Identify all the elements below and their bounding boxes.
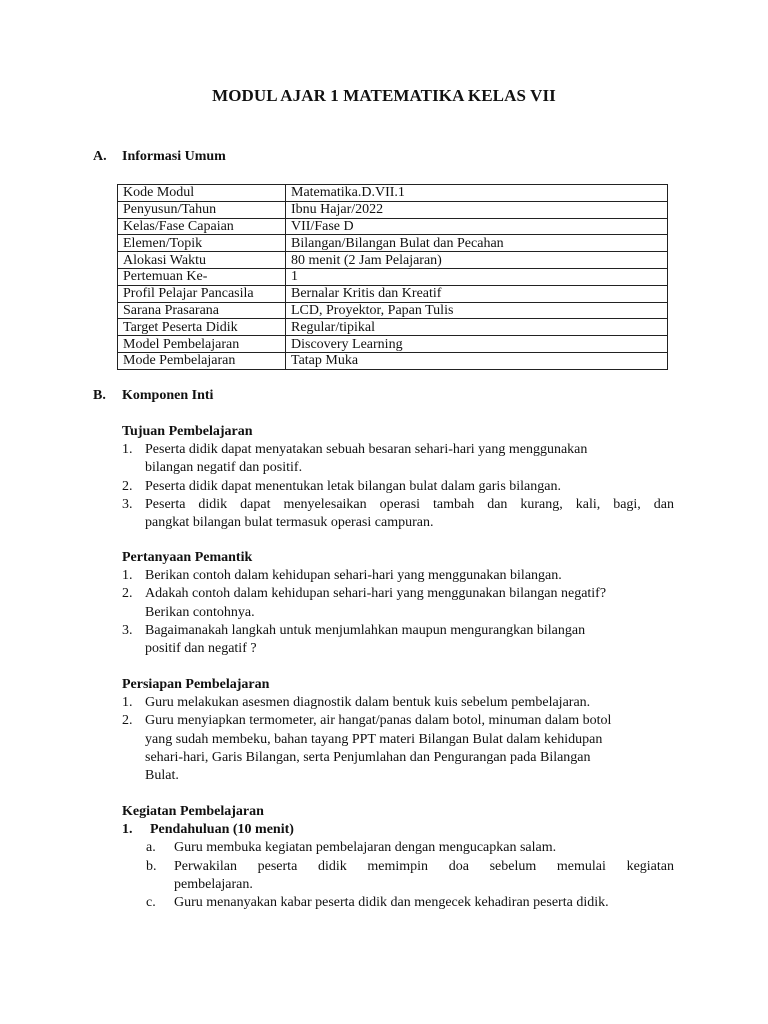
table-cell-key: Alokasi Waktu [118, 252, 286, 269]
list-number: 2. [122, 713, 133, 729]
list-letter: c. [146, 895, 156, 911]
list-letter: a. [146, 840, 156, 856]
phase-number: 1. [122, 822, 133, 838]
table-cell-key: Sarana Prasarana [118, 302, 286, 319]
table-cell-value: VII/Fase D [286, 218, 668, 235]
table-cell-value: 1 [286, 268, 668, 285]
table-row [118, 352, 668, 369]
list-number: 1. [122, 568, 133, 584]
info-table [117, 184, 668, 370]
table-cell-key: Penyusun/Tahun [118, 201, 286, 218]
list-item [122, 622, 674, 658]
list-number: 1. [122, 695, 133, 711]
list-letter: b. [146, 858, 157, 874]
list-text-line: Berikan contoh dalam kehidupan sehari-hari yang menggunakan bilangan. [145, 568, 562, 584]
subheading: Persiapan Pembelajaran [122, 677, 270, 692]
page-title: MODUL AJAR 1 MATEMATIKA KELAS VII [212, 86, 556, 105]
list-item [122, 567, 674, 585]
table-row [118, 285, 668, 302]
section-letter: A. [93, 149, 107, 164]
list-item [122, 712, 674, 785]
list-item [122, 496, 674, 532]
table-cell-value: LCD, Proyektor, Papan Tulis [286, 302, 668, 319]
list-item [122, 441, 674, 477]
table-row [118, 235, 668, 252]
table-cell-key: Model Pembelajaran [118, 336, 286, 353]
pemantik-block [122, 549, 674, 658]
list-item [146, 839, 674, 857]
table-cell-value: Discovery Learning [286, 336, 668, 353]
list-text-line: Berikan contohnya. [145, 604, 255, 620]
section-a-heading [93, 149, 226, 165]
list-text-line: Bagaimanakah langkah untuk menjumlahkan maupun mengurangkan bilangan [145, 622, 586, 638]
list-text-line: Guru membuka kegiatan pembelajaran dengan mengucapkan salam. [174, 840, 557, 856]
list-item [146, 858, 674, 894]
persiapan-block [122, 676, 674, 785]
phase-heading [122, 821, 674, 839]
sub-list [122, 839, 674, 912]
table-cell-key: Kode Modul [118, 185, 286, 202]
list-item [122, 478, 674, 496]
subheading: Pertanyaan Pemantik [122, 550, 253, 565]
list-number: 3. [122, 622, 133, 638]
table-cell-key: Mode Pembelajaran [118, 352, 286, 369]
table-row [118, 319, 668, 336]
subheading: Tujuan Pembelajaran [122, 424, 253, 439]
table-cell-key: Kelas/Fase Capaian [118, 218, 286, 235]
list-item [122, 694, 674, 712]
kegiatan-block [122, 803, 674, 912]
section-title: Komponen Inti [122, 388, 214, 403]
table-cell-value: Regular/tipikal [286, 319, 668, 336]
list-number: 3. [122, 496, 133, 512]
section-letter: B. [93, 388, 106, 403]
list-text-line: Adakah contoh dalam kehidupan sehari-hari yang menggunakan bilangan negatif? [145, 586, 607, 602]
table-cell-value: Bilangan/Bilangan Bulat dan Pecahan [286, 235, 668, 252]
list-text-line: positif dan negatif ? [145, 641, 257, 657]
table-row [118, 201, 668, 218]
list-text-line: Peserta didik dapat menyelesaikan operasi tambah dan kurang, kali, bagi, dan [145, 496, 674, 512]
table-row [118, 252, 668, 269]
list-text-line: bilangan negatif dan positif. [145, 460, 303, 476]
list-text-line: Guru melakukan asesmen diagnostik dalam bentuk kuis sebelum pembelajaran. [145, 695, 591, 711]
tujuan-block [122, 423, 674, 532]
list-text-line: Guru menanyakan kabar peserta didik dan mengecek kehadiran peserta didik. [174, 895, 609, 911]
list-text-line: Peserta didik dapat menyatakan sebuah besaran sehari-hari yang menggunakan [145, 442, 588, 458]
table-cell-value: Bernalar Kritis dan Kreatif [286, 285, 668, 302]
list-number: 2. [122, 478, 133, 494]
list-item [146, 894, 674, 912]
list-text-line: pangkat bilangan bulat termasuk operasi campuran. [145, 515, 434, 531]
table-row [118, 268, 668, 285]
phase-label: Pendahuluan (10 menit) [150, 822, 294, 838]
table-cell-value: Matematika.D.VII.1 [286, 185, 668, 202]
table-row [118, 336, 668, 353]
section-b-heading [93, 388, 213, 404]
list-item [122, 585, 674, 621]
list-text-line: Guru menyiapkan termometer, air hangat/panas dalam botol, minuman dalam botol [145, 713, 612, 729]
table-cell-key: Elemen/Topik [118, 235, 286, 252]
list-text-line: yang sudah membeku, bahan tayang PPT materi Bilangan Bulat dalam kehidupan [145, 731, 603, 747]
list-text-line: pembelajaran. [174, 876, 253, 892]
table-cell-value: Tatap Muka [286, 352, 668, 369]
table-cell-key: Profil Pelajar Pancasila [118, 285, 286, 302]
list-text-line: Peserta didik dapat menentukan letak bilangan bulat dalam garis bilangan. [145, 478, 561, 494]
section-title: Informasi Umum [122, 149, 226, 164]
table-cell-key: Pertemuan Ke- [118, 268, 286, 285]
list-text-line: Perwakilan peserta didik memimpin doa sebelum memulai kegiatan [174, 858, 674, 874]
table-row [118, 302, 668, 319]
list-number: 1. [122, 442, 133, 458]
table-row [118, 185, 668, 202]
list-text-line: sehari-hari, Garis Bilangan, serta Penjumlahan dan Pengurangan pada Bilangan [145, 749, 591, 765]
table-cell-value: Ibnu Hajar/2022 [286, 201, 668, 218]
table-row [118, 218, 668, 235]
table-cell-key: Target Peserta Didik [118, 319, 286, 336]
table-cell-value: 80 menit (2 Jam Pelajaran) [286, 252, 668, 269]
subheading: Kegiatan Pembelajaran [122, 804, 264, 819]
list-number: 2. [122, 586, 133, 602]
list-text-line: Bulat. [145, 768, 179, 784]
